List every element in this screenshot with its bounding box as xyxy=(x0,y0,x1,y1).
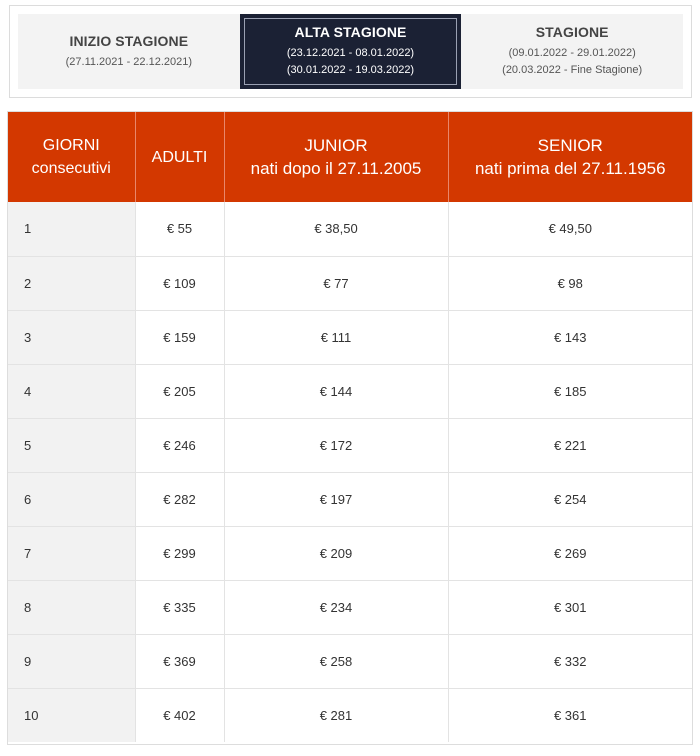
header-adulti xyxy=(135,112,224,202)
price-junior-cell: € 172 xyxy=(224,418,448,472)
price-adulti-cell: € 159 xyxy=(135,310,224,364)
price-junior-cell: € 209 xyxy=(224,526,448,580)
table-row xyxy=(8,256,692,310)
table-row xyxy=(8,418,692,472)
price-senior-cell: € 221 xyxy=(448,418,692,472)
header-title: JUNIOR xyxy=(304,136,368,155)
season-dates: (30.01.2022 - 19.03.2022) xyxy=(286,64,415,76)
price-table-container xyxy=(7,111,693,745)
table-row xyxy=(8,526,692,580)
season-name: INIZIO STAGIONE xyxy=(69,32,189,49)
days-cell: 4 xyxy=(8,364,135,418)
season-dates: (27.11.2021 - 22.12.2021) xyxy=(65,55,193,68)
days-cell: 3 xyxy=(8,310,135,364)
price-adulti-cell: € 55 xyxy=(135,202,224,256)
table-row xyxy=(8,310,692,364)
days-cell: 9 xyxy=(8,634,135,688)
header-junior xyxy=(224,112,448,202)
tab-stagione[interactable] xyxy=(461,14,683,89)
header-title: ADULTI xyxy=(151,148,208,166)
price-senior-cell: € 185 xyxy=(448,364,692,418)
season-name: STAGIONE xyxy=(535,24,609,40)
price-senior-cell: € 361 xyxy=(448,688,692,742)
season-dates: (09.01.2022 - 29.01.2022) xyxy=(508,47,636,59)
table-row xyxy=(8,472,692,526)
header-title: GIORNI xyxy=(42,137,100,154)
price-senior-cell: € 98 xyxy=(448,256,692,310)
price-adulti-cell: € 205 xyxy=(135,364,224,418)
table-row xyxy=(8,688,692,742)
header-subtitle: nati dopo il 27.11.2005 xyxy=(250,159,422,178)
price-senior-cell: € 269 xyxy=(448,526,692,580)
table-row xyxy=(8,634,692,688)
price-junior-cell: € 111 xyxy=(224,310,448,364)
days-cell: 6 xyxy=(8,472,135,526)
header-senior xyxy=(448,112,692,202)
price-senior-cell: € 49,50 xyxy=(548,221,592,237)
header-giorni xyxy=(8,112,135,202)
tab-inizio-stagione[interactable] xyxy=(18,14,240,89)
price-junior-cell: € 281 xyxy=(224,688,448,742)
price-senior-cell: € 332 xyxy=(448,634,692,688)
header-title: SENIOR xyxy=(537,136,603,155)
days-cell: 2 xyxy=(8,256,135,310)
season-dates: (20.03.2022 - Fine Stagione) xyxy=(502,64,643,76)
price-junior-cell: € 234 xyxy=(224,580,448,634)
season-tabs xyxy=(18,14,683,89)
price-junior-cell: € 38,50 xyxy=(224,202,448,256)
price-table xyxy=(8,112,692,742)
season-dates: (23.12.2021 - 08.01.2022) xyxy=(286,47,415,59)
season-name: ALTA STAGIONE xyxy=(294,24,407,40)
tab-alta-stagione[interactable] xyxy=(240,14,462,89)
table-header-row xyxy=(8,112,692,202)
table-row xyxy=(8,580,692,634)
season-selector xyxy=(9,5,692,98)
days-cell: 8 xyxy=(8,580,135,634)
price-junior-cell: € 197 xyxy=(224,472,448,526)
days-cell: 7 xyxy=(8,526,135,580)
days-cell: 5 xyxy=(8,418,135,472)
price-adulti-cell: € 282 xyxy=(135,472,224,526)
price-adulti-cell: € 369 xyxy=(135,634,224,688)
price-adulti-cell: € 246 xyxy=(135,418,224,472)
header-subtitle: nati prima del 27.11.1956 xyxy=(474,159,666,178)
days-cell: 1 xyxy=(8,202,135,256)
price-adulti-cell: € 299 xyxy=(135,526,224,580)
days-cell: 10 xyxy=(8,688,135,742)
table-row xyxy=(8,202,692,256)
price-senior-cell: € 254 xyxy=(448,472,692,526)
table-row xyxy=(8,364,692,418)
price-senior-cell: € 143 xyxy=(448,310,692,364)
price-adulti-cell: € 335 xyxy=(135,580,224,634)
price-junior-cell: € 144 xyxy=(224,364,448,418)
price-adulti-cell: € 109 xyxy=(135,256,224,310)
price-junior-cell: € 258 xyxy=(224,634,448,688)
price-junior-cell: € 77 xyxy=(224,256,448,310)
price-adulti-cell: € 402 xyxy=(135,688,224,742)
price-senior-cell: € 301 xyxy=(448,580,692,634)
header-subtitle: consecutivi xyxy=(31,160,111,177)
